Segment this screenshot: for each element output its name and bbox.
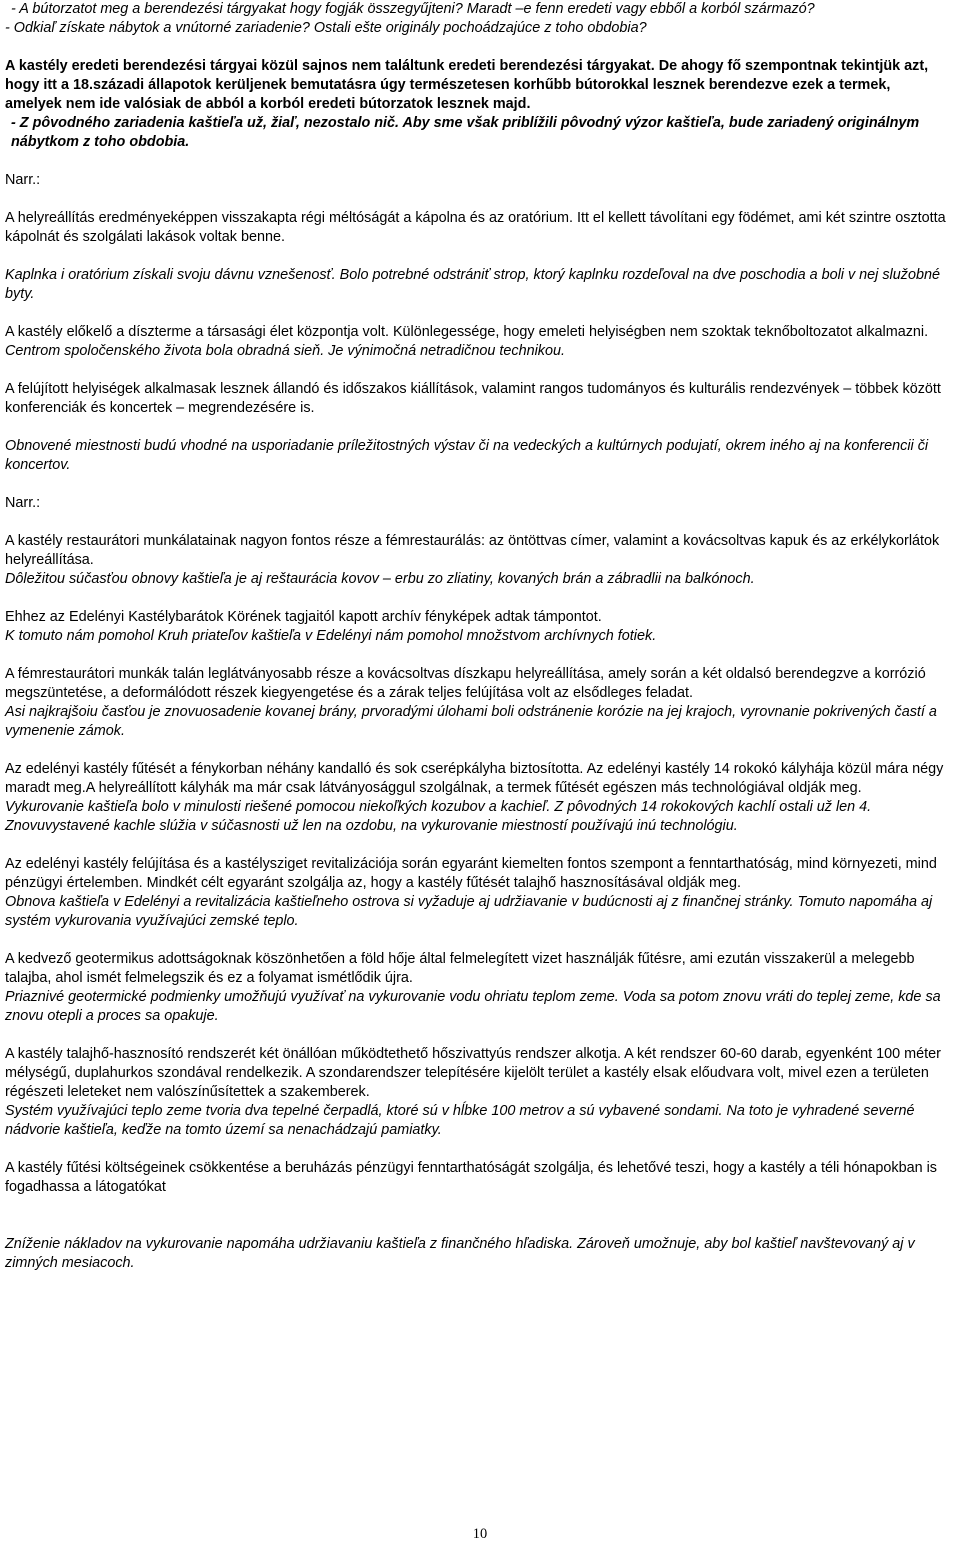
- blank-line: [5, 152, 950, 171]
- blank-line: [5, 190, 950, 209]
- paragraph-text: A kastély eredeti berendezési tárgyai közül sajnos nem találtunk eredeti berendezési tárgyakat. De ahogy fő szempontnak tekintjük azt, hogy itt a 18.századi állapotok kerüljenek bemutatásra úgy természetesen korhűbb bútorokkal lesznek berendezve ezek a termek, amelyek nem ide valósiak de abból a korból eredeti bútorzatok lesznek majd.: [5, 58, 929, 112]
- blank-line: [5, 361, 950, 380]
- blank-line: [5, 247, 950, 266]
- paragraph-block: [5, 1045, 950, 1140]
- paragraph-text: Obnova kaštieľa v Edelényi a revitalizácia kaštieľneho ostrova si vyžaduje aj udržiavanie v budúcnosti aj z finančnej stránky. Tomuto napomáha aj systém vykurovania využívajúci zemské teplo.: [5, 894, 933, 929]
- blank-line: [5, 475, 950, 494]
- blank-line: [5, 304, 950, 323]
- paragraph-block: [5, 437, 950, 475]
- blank-line: [5, 1197, 950, 1216]
- paragraph-text: Narr.:: [5, 172, 41, 188]
- blank-line: [5, 589, 950, 608]
- blank-line: [5, 1140, 950, 1159]
- paragraph-text: A felújított helyiségek alkalmasak lesznek állandó és időszakos kiállítások, valamint rangos tudományos és kulturális rendezvények – többek között konferenciák és koncertek – megrendezésére is.: [5, 381, 941, 416]
- paragraph-text: A fémrestaurátori munkák talán leglátványosabb része a kovácsoltvas díszkapu helyreállítása, amely során a két oldalsó berendegzve a korrózió megszüntetése, a deformálódott részek kiegyengetése és a zárak teljes felújítása volt az elsődleges feladat.: [5, 666, 926, 701]
- paragraph-block: [5, 209, 950, 247]
- page-number: 10: [472, 1526, 488, 1542]
- paragraph-block: [5, 323, 950, 361]
- paragraph-text: - Z pôvodného zariadenia kaštieľa už, žiaľ, nezostalo nič. Aby sme však priblížili pôvodný výzor kaštieľa, bude zariadený originálnym nábytkom z toho obdobia.: [11, 115, 920, 150]
- blank-line: [5, 513, 950, 532]
- blank-line: [5, 646, 950, 665]
- paragraph-block: [5, 171, 950, 190]
- paragraph-text: A kedvező geotermikus adottságoknak köszönhetően a föld hője által felmelegített vizet használják fűtésre, ami ezután visszakerül a melegebb talajba, ahol ismét felmelegszik és ez a folyamat ismétlődik újra.: [5, 951, 915, 986]
- blank-line: [5, 931, 950, 950]
- paragraph-text: - A bútorzatot meg a berendezési tárgyakat hogy fogják összegyűjteni? Maradt –e fenn eredeti vagy ebből a korból származó?: [11, 1, 815, 17]
- paragraph-text: Centrom spoločenského života bola obradná sieň. Je výnimočná netradičnou technikou.: [5, 343, 565, 359]
- paragraph-text: A kastély talajhő-hasznosító rendszerét két önállóan működtethető hőszivattyús rendszer alkotja. A két rendszer 60-60 darab, egyenként 100 méter mélységű, duplahurkos szondával rendelkezik. A szondarendszer telepítésére kijelölt terület a kastély elsak előudvara volt, mivel ezen a területen régészeti leleteket nem valószínűsítettek a szakemberek.: [5, 1046, 941, 1100]
- paragraph-text: Az edelényi kastély felújítása és a kastélysziget revitalizációja során egyaránt kiemelten fontos szempont a fenntarthatóság, mind környezeti, mind pénzügyi értelemben. Mindkét célt egyaránt szolgálja az, hogy a kastély fűtését talajhő hasznosításával oldják meg.: [5, 856, 937, 891]
- paragraph-text: Obnovené miestnosti budú vhodné na usporiadanie príležitostných výstav či na vedeckých a kultúrnych podujatí, okrem iného aj na konferencii či koncertov.: [5, 438, 929, 473]
- paragraph-block: [5, 380, 950, 418]
- blank-line: [5, 741, 950, 760]
- paragraph-text: A kastély fűtési költségeinek csökkentése a beruházás pénzügyi fenntarthatóságát szolgálja, és lehetővé teszi, hogy a kastély a téli hónapokban is fogadhassa a látogatókat: [5, 1160, 937, 1195]
- paragraph-block: [5, 1235, 950, 1273]
- paragraph-text: Dôležitou súčasťou obnovy kaštieľa je aj reštaurácia kovov – erbu zo zliatiny, kovaných brán a zábradlii na balkónoch.: [5, 571, 755, 587]
- paragraph-block: [5, 950, 950, 1026]
- blank-line: [5, 38, 950, 57]
- paragraph-block: [5, 760, 950, 836]
- paragraph-block: [5, 665, 950, 741]
- paragraph-block: [5, 1159, 950, 1197]
- paragraph-text: - Odkiaľ získate nábytok a vnútorné zariadenie? Ostali ešte originály pochoádzajúce z toho obdobia?: [5, 20, 647, 36]
- paragraph-block: [5, 266, 950, 304]
- blank-line: [5, 1216, 950, 1235]
- paragraph-text: K tomuto nám pomohol Kruh priateľov kaštieľa v Edelényi nám pomohol množstvom archívnych fotiek.: [5, 628, 657, 644]
- paragraph-block: [5, 494, 950, 513]
- paragraph-text: A kastély előkelő a díszterme a társasági élet központja volt. Különlegessége, hogy emeleti helyiségben nem szoktak teknőboltozatot alkalmazni.: [5, 324, 929, 340]
- blank-line: [5, 1026, 950, 1045]
- paragraph-text: Ehhez az Edelényi Kastélybarátok Körének tagjaitól kapott archív fényképek adtak támpontot.: [5, 609, 602, 625]
- paragraph-text: Narr.:: [5, 495, 41, 511]
- paragraph-block: [5, 0, 950, 38]
- paragraph-block: [5, 532, 950, 589]
- paragraph-text: Zníženie nákladov na vykurovanie napomáha udržiavaniu kaštieľa z finančného hľadiska. Zároveň umožnuje, aby bol kaštieľ navštevovaný aj v zimných mesiacoch.: [5, 1236, 915, 1271]
- blank-line: [5, 836, 950, 855]
- document-page: [5, 0, 950, 1273]
- paragraph-text: Asi najkrajšoiu časťou je znovuosadenie kovanej brány, prvoradými úlohami boli odstránenie korózie na jej krajoch, vyrovnanie pokrivených častí a vymenenie zámok.: [5, 704, 937, 739]
- paragraph-text: Az edelényi kastély fűtését a fénykorban néhány kandalló és sok cserépkályha biztosította. Az edelényi kastély 14 rokokó kályhája közül mára négy maradt meg.A helyreállított kályhák ma már csak látványosággul szolgálnak, a termek fűtését egészen más technológiával oldják meg.: [5, 761, 944, 796]
- paragraph-text: Kaplnka i oratórium získali svoju dávnu vznešenosť. Bolo potrebné odstrániť strop, ktorý kaplnku rozdeľoval na dve poschodia a boli v nej služobné byty.: [5, 267, 940, 302]
- paragraph-text: A kastély restaurátori munkálatainak nagyon fontos része a fémrestaurálás: az öntöttvas címer, valamint a kovácsoltvas kapuk és az erkélykorlátok helyreállítása.: [5, 533, 940, 568]
- paragraph-block: [5, 608, 950, 646]
- paragraph-block: [5, 855, 950, 931]
- blank-line: [5, 418, 950, 437]
- paragraph-text: A helyreállítás eredményeképpen visszakapta régi méltóságát a kápolna és az oratórium. Itt el kellett távolítani egy födémet, ami két szintre osztotta kápolnát és szolgálati lakások voltak benne.: [5, 210, 946, 245]
- paragraph-text: Systém využívajúci teplo zeme tvoria dva tepelné čerpadlá, ktoré sú v hĺbke 100 metrov a sú vybavené sondami. Na toto je vyhradené severné nádvorie kaštieľa, keďže na tomto území sa nenachádzajú pamiatky.: [5, 1103, 915, 1138]
- paragraph-text: Priaznivé geotermické podmienky umožňujú využívať na vykurovanie vodu ohriatu teplom zeme. Voda sa potom znovu vráti do teplej zeme, kde sa znovu otepli a proces sa opakuje.: [5, 989, 941, 1024]
- paragraph-block: [5, 57, 950, 152]
- paragraph-text: Vykurovanie kaštieľa bolo v minulosti riešené pomocou niekoľkých kozubov a kachieľ. Z pôvodných 14 rokokových kachlí ostali už len 4. Znovuvystavené kachle slúžia v súčasnosti už len na ozdobu, na vykurovanie miestností používajú inú technológiu.: [5, 799, 872, 834]
